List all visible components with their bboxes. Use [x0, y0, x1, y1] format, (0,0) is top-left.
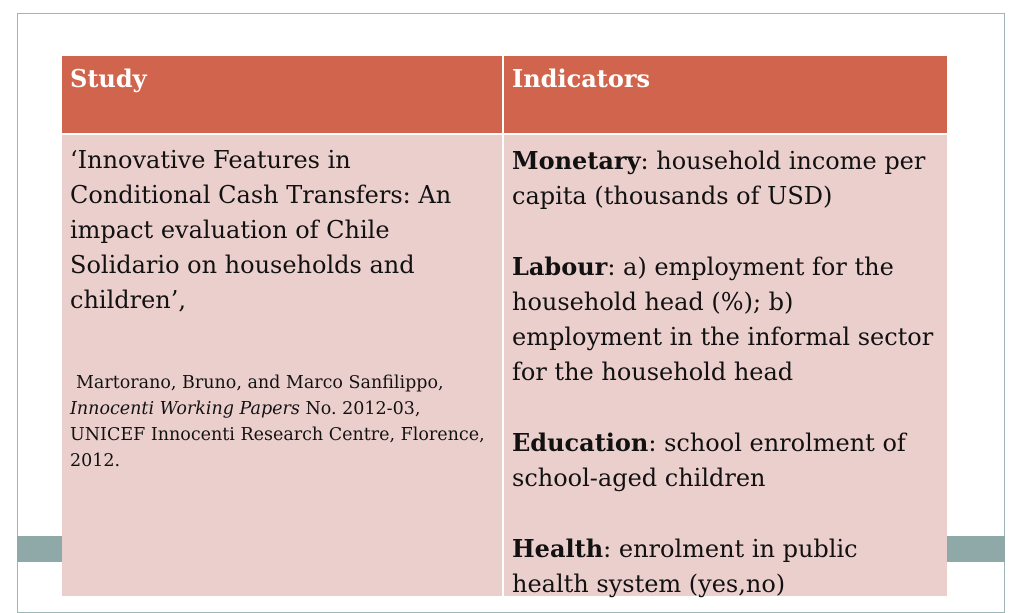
study-title: ‘Innovative Features in Conditional Cash Transfers: An impact evaluation of Chile Solidario on households and children’, [70, 146, 452, 314]
indicator-text: : a) employment for the household head (%); b) employment in the informal sector for the household head [512, 253, 934, 386]
indicator-label: Labour [512, 252, 608, 281]
indicator-labour [512, 249, 939, 390]
header-indicators: Indicators [504, 56, 947, 133]
indicator-label: Monetary [512, 146, 641, 175]
accent-bar-left [17, 536, 63, 562]
indicator-label: Education [512, 428, 649, 457]
indicators-cell [504, 133, 947, 596]
indicator-text: : enrolment in public health system (yes,no) [512, 535, 858, 598]
study-cell [62, 133, 504, 596]
accent-bar-right [946, 536, 1005, 562]
indicator-label: Health [512, 534, 604, 563]
indicator-monetary [512, 143, 939, 214]
indicator-education [512, 425, 939, 496]
study-citation [70, 370, 494, 474]
indicator-health [512, 531, 939, 602]
citation-authors: Martorano, Bruno, and Marco Sanfilippo, [76, 373, 444, 393]
indicator-text: : school enrolment of school-aged children [512, 429, 906, 492]
header-study: Study [62, 56, 504, 133]
study-indicators-table [62, 56, 947, 596]
indicator-text: : household income per capita (thousands of USD) [512, 147, 926, 210]
citation-rest: No. 2012-03, UNICEF Innocenti Research Centre, Florence, 2012. [70, 399, 485, 471]
citation-series: Innocenti Working Papers [70, 399, 300, 419]
